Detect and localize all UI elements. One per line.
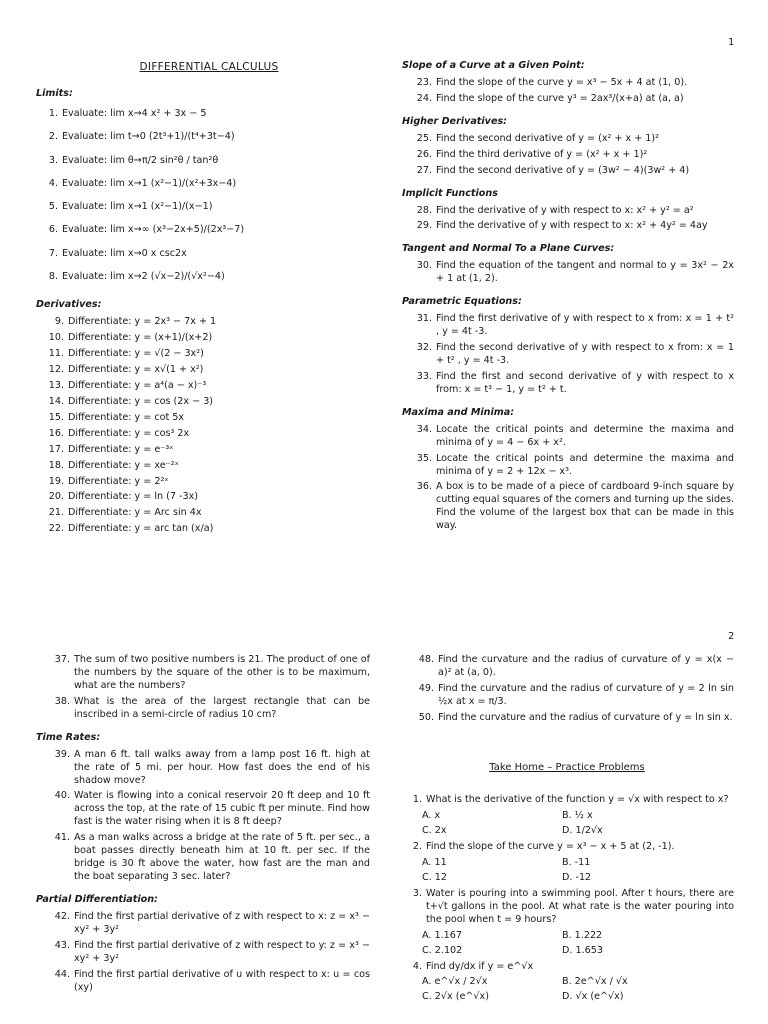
- mc-question: 2. Find the slope of the curve y = x³ − x + 5 at (2, -1).: [412, 841, 675, 852]
- problem-item: 38. What is the area of the largest rectangle that can be inscribed in a semi-circle of radius 10 cm?: [54, 695, 370, 720]
- mc-question: 4. Find dy/dx if y = e^√x: [412, 960, 534, 972]
- problem-item: 25. Find the second derivative of y = (x² + x + 1)²: [416, 132, 660, 144]
- problem-item: 34. Locate the critical points and determine the maxima and minima of y = 4 − 6x + x².: [416, 423, 734, 448]
- mc-choices: [422, 857, 734, 885]
- problem-item: 18. Differentiate: y = xe⁻²ˣ: [48, 459, 179, 471]
- problem-item: 5. Evaluate: lim x→1 (x²−1)/(x−1): [48, 201, 213, 213]
- page2-left-column: [36, 654, 370, 998]
- choice-d: D. -12: [562, 871, 592, 883]
- choice-c: C. 2√x (e^√x): [422, 991, 489, 1003]
- problem-item: 20. Differentiate: y = ln (7 -3x): [48, 491, 199, 503]
- problem-item: 49. Find the curvature and the radius of curvature of y = 2 ln sin ½x at x = π/3.: [418, 682, 734, 707]
- page1-right-column: [402, 60, 734, 536]
- mc-choices: [422, 930, 734, 958]
- choice-b: B. -11: [562, 856, 591, 868]
- problem-item: 16. Differentiate: y = cos³ 2x: [48, 427, 190, 439]
- problem-item: 32. Find the second derivative of y with respect to x from: x = 1 + t² , y = 4t -3.: [416, 342, 734, 366]
- problem-item: 22. Differentiate: y = arc tan (x/a): [48, 523, 214, 535]
- problem-item: 36. A box is to be made of a piece of cardboard 9-inch square by cutting equal squares of the corners and turning up the sides. Find the volume of the largest box that can be made in this way.: [416, 481, 734, 532]
- problem-item: 11. Differentiate: y = √(2 − 3x²): [48, 348, 204, 360]
- problem-item: 3. Evaluate: lim θ→π/2 sin²θ / tan²θ: [48, 154, 219, 166]
- problem-item: 39. A man 6 ft. tall walks away from a lamp post 16 ft. high at the rate of 5 mi. per hour. How fast does the end of his shadow move?: [54, 748, 370, 786]
- choice-a: A. x: [422, 810, 441, 822]
- problem-item: 9. Differentiate: y = 2x³ − 7x + 1: [54, 316, 217, 328]
- higher-derivatives-heading: Higher Derivatives:: [402, 115, 507, 127]
- problem-item: 41. As a man walks across a bridge at the rate of 5 ft. per sec., a boat passes directly beneath him at 10 ft. per sec. If the bridge is 30 ft above the water, how fast are the man and the boat separating 3 sec. later?: [54, 832, 370, 883]
- take-home-title: Take Home – Practice Problems: [489, 761, 645, 773]
- problem-item: 10. Differentiate: y = (x+1)/(x+2): [48, 332, 213, 344]
- problem-item: 13. Differentiate: y = a⁴(a − x)⁻³: [48, 379, 207, 391]
- problem-item: 2. Evaluate: lim t→0 (2t³+1)/(t⁴+3t−4): [48, 131, 235, 143]
- choice-d: D. √x (e^√x): [562, 991, 624, 1003]
- problem-item: 43. Find the first partial derivative of z with respect to y: z = x³ − xy² + 3y²: [54, 939, 370, 964]
- parametric-heading: Parametric Equations:: [402, 296, 522, 308]
- problem-item: 7. Evaluate: lim x→0 x csc2x: [48, 247, 187, 259]
- problem-item: 24. Find the slope of the curve y³ = 2ax³/(x+a) at (a, a): [416, 92, 684, 104]
- choice-c: C. 12: [422, 871, 448, 883]
- choice-b: B. ½ x: [562, 810, 593, 822]
- choice-b: B. 2e^√x / √x: [562, 976, 628, 988]
- page2-right-column: [400, 654, 734, 1007]
- problem-item: 27. Find the second derivative of y = (3w² − 4)(3w² + 4): [416, 164, 690, 176]
- problem-item: 19. Differentiate: y = 2²ˣ: [48, 475, 169, 487]
- problem-item: 37. The sum of two positive numbers is 21. The product of one of the numbers by the square of the other is to be maximum, what are the numbers?: [54, 654, 370, 691]
- problem-item: 31. Find the first derivative of y with respect to x from: x = 1 + t² , y = 4t -3.: [416, 313, 734, 338]
- problem-item: 12. Differentiate: y = x√(1 + x²): [48, 363, 204, 375]
- choice-c: C. 2.102: [422, 944, 463, 956]
- choice-b: B. 1.222: [562, 929, 603, 941]
- problem-item: 17. Differentiate: y = e⁻³ˣ: [48, 443, 174, 455]
- limits-heading: Limits:: [36, 88, 73, 100]
- problem-item: 21. Differentiate: y = Arc sin 4x: [48, 507, 202, 519]
- problem-item: 28. Find the derivative of y with respect to x: x² + y² = a²: [416, 204, 694, 216]
- problem-item: 42. Find the first partial derivative of z with respect to x: z = x³ − xy² + 3y²: [54, 910, 370, 935]
- problem-item: 8. Evaluate: lim x→2 (√x−2)/(√x²−4): [48, 270, 225, 282]
- page1-left-column: [36, 60, 382, 539]
- problem-item: 35. Locate the critical points and determine the maxima and minima of y = 2 + 12x − x³.: [416, 452, 734, 477]
- derivatives-heading: Derivatives:: [36, 299, 102, 311]
- mc-question: 1. What is the derivative of the function y = √x with respect to x?: [412, 794, 729, 806]
- problem-item: 4. Evaluate: lim x→1 (x²−1)/(x²+3x−4): [48, 177, 237, 189]
- mc-choices: [422, 810, 734, 838]
- mc-choices: [422, 976, 734, 1004]
- mc-question: 3. Water is pouring into a swimming pool. After t hours, there are t+√t gallons in the pool. At what rate is the water pouring into the pool when t = 9 hours?: [412, 887, 734, 925]
- problem-item: 23. Find the slope of the curve y = x³ − 5x + 4 at (1, 0).: [416, 76, 688, 88]
- problem-item: 44. Find the first partial derivative of u with respect to x: u = cos (xy): [54, 968, 370, 993]
- choice-d: D. 1/2√x: [562, 825, 603, 837]
- problem-item: 29. Find the derivative of y with respect to x: x² + 4y² = 4ay: [416, 220, 708, 232]
- page-number: 2: [728, 631, 735, 642]
- choice-a: A. 1.167: [422, 929, 462, 941]
- time-rates-heading: Time Rates:: [36, 731, 101, 743]
- problem-item: 48. Find the curvature and the radius of curvature of y = x(x − a)² at (a, 0).: [418, 654, 734, 678]
- problem-item: 50. Find the curvature and the radius of curvature of y = ln sin x.: [418, 711, 733, 723]
- problem-item: 26. Find the third derivative of y = (x² + x + 1)²: [416, 148, 648, 160]
- choice-d: D. 1.653: [562, 944, 603, 956]
- tangent-normal-heading: Tangent and Normal To a Plane Curves:: [402, 243, 615, 255]
- problem-item: 33. Find the first and second derivative of y with respect to x from: x = t³ − 1, y = t² + t.: [416, 370, 734, 395]
- maxima-minima-heading: Maxima and Minima:: [402, 406, 515, 418]
- implicit-functions-heading: Implicit Functions: [402, 187, 498, 199]
- choice-c: C. 2x: [422, 825, 447, 837]
- problem-item: 14. Differentiate: y = cos (2x − 3): [48, 395, 214, 407]
- problem-item: 40. Water is flowing into a conical reservoir 20 ft deep and 10 ft across the top, at the rate of 15 cubic ft per minute. Find how fast is the water rising when it is 8 ft deep?: [54, 790, 370, 828]
- problem-item: 1. Evaluate: lim x→4 x² + 3x − 5: [48, 108, 207, 120]
- problem-item: 15. Differentiate: y = cot 5x: [48, 411, 185, 423]
- problem-item: 30. Find the equation of the tangent and normal to y = 3x² − 2x + 1 at (1, 2).: [416, 260, 734, 285]
- page-number: 1: [728, 37, 735, 48]
- partial-differentiation-heading: Partial Differentiation:: [36, 894, 158, 905]
- choice-a: A. 11: [422, 856, 447, 868]
- choice-a: A. e^√x / 2√x: [422, 976, 488, 988]
- slope-heading: Slope of a Curve at a Given Point:: [402, 60, 585, 71]
- document-title: DIFFERENTIAL CALCULUS: [139, 61, 279, 73]
- problem-item: 6. Evaluate: lim x→∞ (x³−2x+5)/(2x³−7): [48, 224, 245, 236]
